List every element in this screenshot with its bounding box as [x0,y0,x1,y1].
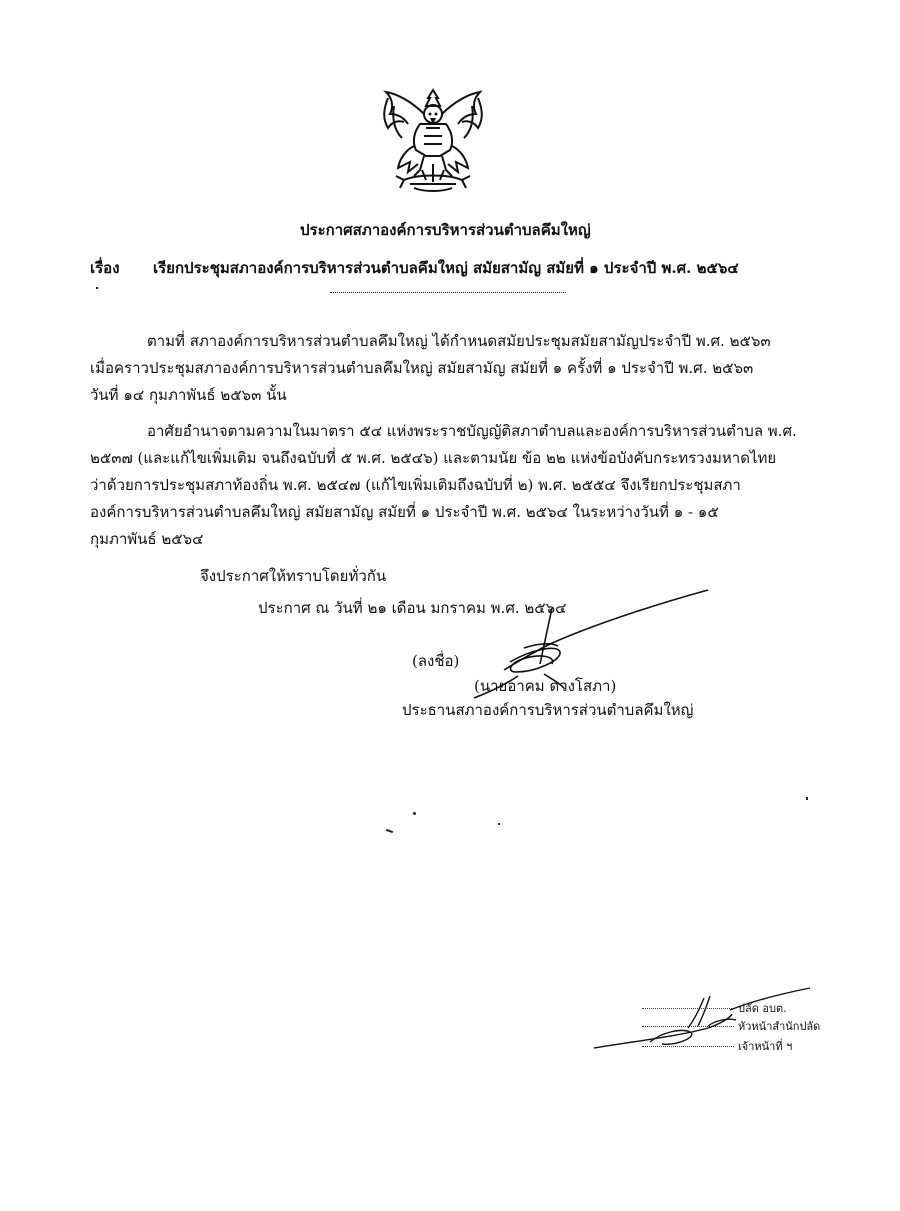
announcement-statement: จึงประกาศให้ทราบโดยทั่วกัน [200,567,387,585]
handwritten-signature [440,586,720,706]
scan-speck [96,287,98,289]
signer-position: ประธานสภาองค์การบริหารส่วนตำบลคึมใหญ่ [402,701,694,719]
paragraph-2-line: องค์การบริหารส่วนตำบลคึมใหญ่ สมัยสามัญ สมัยที่ ๑ ประจำปี พ.ศ. ๒๕๖๔ ในระหว่างวันที่ ๑ - ๑๕ [90,503,719,521]
paragraph-1-line: วันที่ ๑๔ กุมภาพันธ์ ๒๕๖๓ นั้น [90,386,287,404]
scan-speck [806,797,808,800]
announcement-title: ประกาศสภาองค์การบริหารส่วนตำบลคึมใหญ่ [300,221,591,239]
paragraph-2-line: อาศัยอำนาจตามความในมาตรา ๕๔ แห่งพระราชบัญญัติสภาตำบลและองค์การบริหารส่วนตำบล พ.ศ. [147,422,797,440]
signed-label: (ลงชื่อ) [412,652,460,670]
subject-label: เรื่อง [90,259,120,277]
scan-speck [386,829,393,833]
paragraph-2-line: ว่าด้วยการประชุมสภาท้องถิ่น พ.ศ. ๒๕๔๗ (แก้ไขเพิ่มเติมถึงฉบับที่ ๒) พ.ศ. ๒๕๕๔ จึงเรียกประชุมสภา [90,476,741,494]
scan-speck [413,812,416,815]
scan-speck [498,823,500,825]
initials-signatures [590,984,820,1056]
separator-dots [330,292,566,293]
announcement-date: ประกาศ ณ วันที่ ๒๑ เดือน มกราคม พ.ศ. ๒๕๖๔ [258,599,567,617]
paragraph-2-line: กุมภาพันธ์ ๒๕๖๔ [90,530,204,548]
staff-title: หัวหน้าสำนักปลัด [738,1020,821,1033]
signer-name: (นายอาคม ดวงโสภา) [474,677,617,695]
paragraph-2 [90,418,797,553]
staff-title: ปลัด อบต. [738,1002,787,1015]
paragraph-2-line: ๒๕๓๗ (และแก้ไขเพิ่มเติม จนถึงฉบับที่ ๕ พ.ศ. ๒๕๔๖) และตามนัย ข้อ ๒๒ แห่งข้อบังคับกระทรวงมหาดไทย [90,449,777,467]
paragraph-1 [90,328,771,409]
staff-title: เจ้าหน้าที่ ฯ [738,1040,793,1053]
subject-text: เรียกประชุมสภาองค์การบริหารส่วนตำบลคึมใหญ่ สมัยสามัญ สมัยที่ ๑ ประจำปี พ.ศ. ๒๕๖๔ [153,259,739,277]
paragraph-1-line: ตามที่ สภาองค์การบริหารส่วนตำบลคึมใหญ่ ได้กำหนดสมัยประชุมสมัยสามัญประจำปี พ.ศ. ๒๕๖๓ [147,332,771,350]
garuda-emblem-icon [374,84,492,200]
paragraph-1-line: เมื่อคราวประชุมสภาองค์การบริหารส่วนตำบลคึมใหญ่ สมัยสามัญ สมัยที่ ๑ ครั้งที่ ๑ ประจำปี พ.ศ. ๒๕๖๓ [90,359,754,377]
